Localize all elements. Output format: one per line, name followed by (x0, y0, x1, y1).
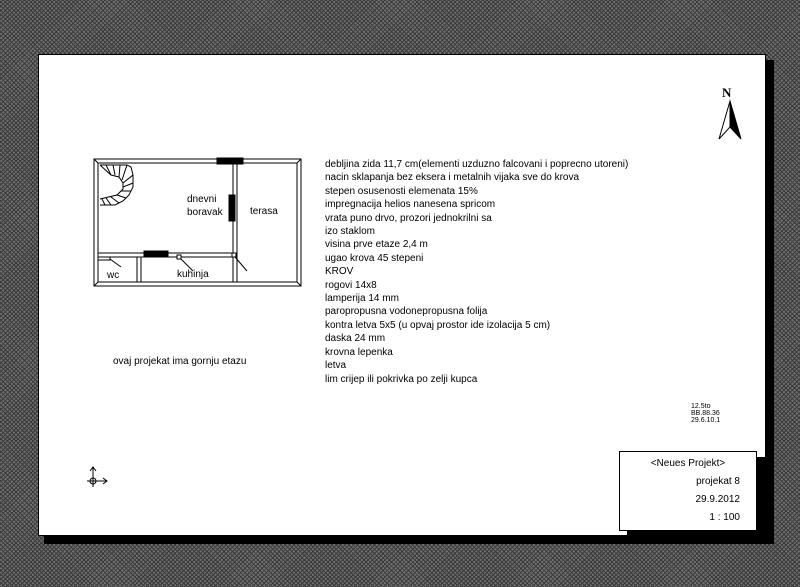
note-line: lim crijep ili pokrivka po zelji kupca (325, 373, 478, 385)
living-room-label-line2: boravak (187, 207, 223, 218)
note-line: letva (325, 360, 347, 372)
note-line: nacin sklapanja bez eksera i metalnih vijaka sve do krova (325, 172, 580, 184)
title-block (619, 451, 757, 531)
project-placeholder: <Neues Projekt> (650, 458, 726, 469)
note-line: visina prve etaze 2,4 m (325, 239, 428, 251)
kitchen-label: kuhinja (177, 269, 209, 280)
specification-notes (325, 158, 628, 386)
coordinate-axes-icon (85, 465, 109, 489)
marker-text: 12.5to (691, 403, 711, 410)
drawing-scale: 1 : 100 (709, 512, 740, 523)
note-line: daska 24 mm (325, 333, 386, 345)
north-label: N (722, 85, 732, 100)
living-room-label-line1: dnevni (187, 194, 217, 205)
note-line: krovna lepenka (325, 346, 393, 358)
note-line: lamperija 14 mm (325, 293, 399, 305)
note-line: vrata puno drvo, prozori jednokrilni sa (325, 212, 492, 224)
note-line: KROV (325, 266, 354, 278)
note-line: kontra letva 5x5 (u opvaj prostor ide izolacija 5 cm) (325, 319, 551, 331)
floor-plan (89, 155, 309, 290)
marker-text: 29.6.10.1 (691, 417, 721, 424)
note-line: impregnacija helios nanesena spricom (325, 199, 496, 211)
north-arrow-icon (715, 85, 745, 143)
note-line: debljina zida 11,7 cm(elementi uzduzno falcovani i poprecno utoreni) (325, 159, 629, 170)
note-line: rogovi 14x8 (325, 279, 377, 291)
note-line: paropropusna vodonepropusna folija (325, 306, 488, 318)
origin-marker (691, 403, 720, 424)
note-line: stepen osusenosti elemenata 15% (325, 185, 478, 197)
terrace-label: terasa (250, 206, 278, 217)
drawing-sheet (38, 54, 766, 536)
note-line: ugao krova 45 stepeni (325, 252, 424, 264)
marker-text: BB.88.36 (691, 410, 720, 417)
project-date: 29.9.2012 (695, 494, 740, 505)
project-name: projekat 8 (696, 476, 740, 487)
note-line: izo staklom (325, 226, 376, 238)
wc-label: wc (107, 270, 120, 281)
upper-floor-note: ovaj projekat ima gornju etazu (113, 356, 247, 367)
